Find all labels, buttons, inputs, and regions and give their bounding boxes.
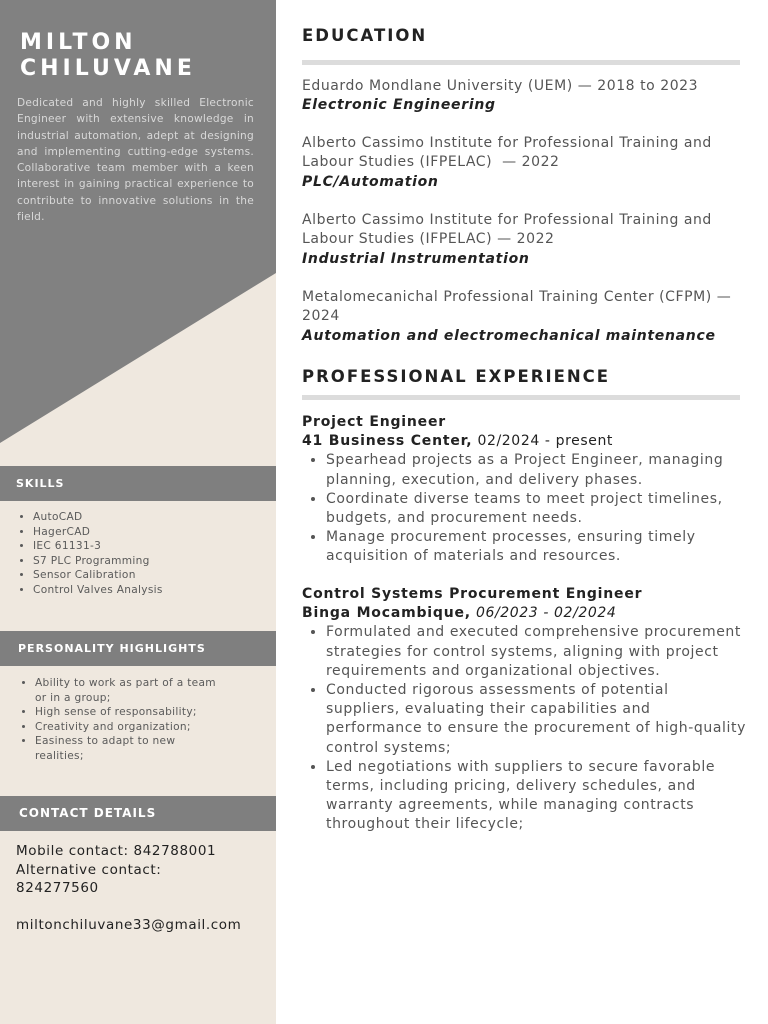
job-duty: • Manage procurement processes, ensuring timely acquisition of materials and resources. [326, 528, 747, 566]
last-name: CHILUVANE [20, 56, 196, 81]
education-school: Metalomecanichal Professional Training Center (CFPM) — 2024 [302, 289, 732, 325]
email-link[interactable]: miltonchiluvane33@gmail.com [16, 916, 242, 933]
job-company-line [302, 432, 747, 451]
skill-item: • AutoCAD [33, 510, 273, 525]
job-company-line [302, 604, 747, 623]
education-school: Alberto Cassimo Institute for Professional Training and Labour Studies (IFPELAC) — 2022 [302, 212, 712, 248]
skill-item: • Control Valves Analysis [33, 583, 273, 598]
job-title: Project Engineer [302, 414, 446, 430]
skill-item: • IEC 61131-3 [33, 539, 273, 554]
education-entry [302, 134, 742, 192]
skill-item: • S7 PLC Programming [33, 554, 273, 569]
profile-summary: Dedicated and highly skilled Electronic Engineer with extensive knowledge in industrial automation, adept at designing and implementing cutting-edge systems. Collaborative team member with a keen interest in gaining practical experience to contribute to innovative solutions in the field. [17, 97, 254, 224]
personality-item: • Ability to work as part of a team or in a group; [35, 676, 225, 705]
contact-heading: CONTACT DETAILS [0, 796, 276, 831]
personality-list [2, 676, 225, 764]
personality-item: • High sense of responsability; [35, 705, 225, 720]
education-heading: EDUCATION [302, 26, 428, 45]
job-duty: • Spearhead projects as a Project Engineer, managing planning, execution, and delivery phases. [326, 451, 747, 489]
job-duty: • Coordinate diverse teams to meet project timelines, budgets, and procurement needs. [326, 490, 747, 528]
job-entry [302, 413, 747, 567]
skills-heading: SKILLS [0, 466, 276, 501]
sidebar [0, 0, 276, 1024]
education-field: Industrial Instrumentation [302, 250, 530, 267]
job-duties [302, 623, 747, 834]
education-field: Electronic Engineering [302, 97, 496, 114]
job-company: 41 Business Center, [302, 433, 473, 450]
job-dates: 02/2024 - present [472, 433, 614, 450]
mobile-contact: Mobile contact: 842788001 [16, 843, 217, 859]
personality-heading: PERSONALITY HIGHLIGHTS [0, 631, 276, 666]
job-title: Control Systems Procurement Engineer [302, 586, 643, 602]
job-duty: • Formulated and executed comprehensive procurement strategies for control systems, aligning with project requirements and organizational objectives. [326, 623, 747, 681]
personality-item: • Easiness to adapt to new realities; [35, 734, 225, 763]
education-school: Eduardo Mondlane University (UEM) — 2018 to 2023 [302, 78, 699, 94]
education-divider [302, 60, 740, 65]
alternative-contact-number: 824277560 [16, 880, 99, 896]
education-entry [302, 288, 742, 346]
skills-list [0, 510, 273, 598]
experience-heading: PROFESSIONAL EXPERIENCE [302, 367, 611, 386]
job-dates: 06/2023 - 02/2024 [470, 605, 617, 622]
alternative-contact-label: Alternative contact: [16, 861, 162, 878]
first-name: MILTON [20, 30, 137, 55]
contact-details [16, 842, 266, 934]
job-duties [302, 451, 747, 566]
experience-divider [302, 395, 740, 400]
candidate-name [20, 30, 270, 82]
education-entry [302, 77, 742, 116]
job-entry [302, 585, 747, 835]
education-field: Automation and electromechanical maintenance [302, 327, 716, 344]
skill-item: • Sensor Calibration [33, 568, 273, 583]
job-company: Binga Mocambique, [302, 605, 471, 622]
job-duty: • Conducted rigorous assessments of potential suppliers, evaluating their capabilities and performance to ensure the procurement of high-quality control systems; [326, 681, 747, 758]
education-entry [302, 211, 742, 269]
job-duty: • Led negotiations with suppliers to secure favorable terms, including pricing, delivery schedules, and warranty agreements, while managing contracts throughout their lifecycle; [326, 758, 747, 835]
skill-item: • HagerCAD [33, 525, 273, 540]
personality-item: • Creativity and organization; [35, 720, 225, 735]
education-school: Alberto Cassimo Institute for Professional Training and Labour Studies (IFPELAC) — 2022 [302, 135, 717, 171]
education-field: PLC/Automation [302, 173, 439, 190]
